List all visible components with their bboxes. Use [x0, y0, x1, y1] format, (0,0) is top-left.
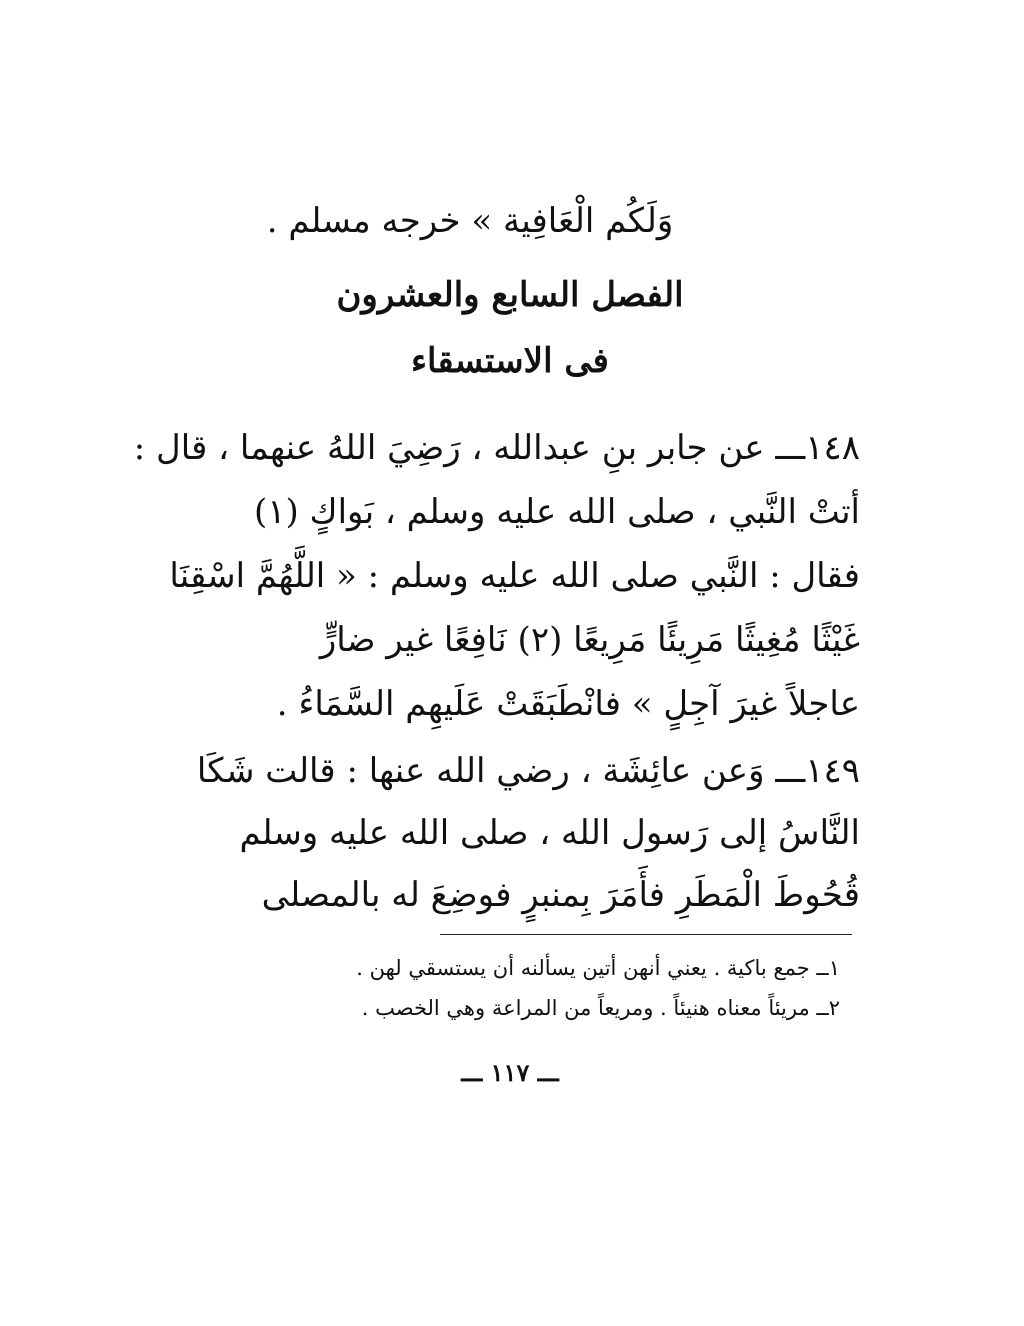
- hadith-148-line-1: ١٤٨ـــ عن جابر بنِ عبدالله ، رَضِيَ اللهُ عنهما ، قال :: [133, 428, 860, 468]
- hadith-149-line-3: قُحُوطَ الْمَطَرِ فأَمَرَ بِمنبرٍ فوضِعَ له بالمصلى: [261, 875, 860, 915]
- hadith-149: [170, 740, 860, 926]
- page-number: ـــ ١١٧ ـــ: [461, 1058, 559, 1087]
- hadith-149-line-1: ١٤٩ـــ وَعن عائِشَة ، رضي الله عنها : قالت شَكَا: [196, 751, 860, 791]
- footnote-divider: [440, 934, 852, 935]
- chapter-title: الفصل السابع والعشرون: [336, 275, 684, 315]
- footnote-1: ١ــ جمع باكية . يعني أنهن أتين يسألنه أن يستسقي لهن .: [356, 956, 840, 980]
- hadith-148-line-4: غَيْثًا مُغِيثًا مَرِيئًا مَرِيعًا (٢) نَافِعًا غير ضارٍّ: [319, 620, 860, 660]
- hadith-148-line-5: عاجلاً غيرَ آجِلٍ » فانْطَبَقَتْ عَلَيهِم السَّمَاءُ .: [276, 684, 860, 724]
- chapter-subtitle: فى الاستسقاء: [411, 341, 609, 381]
- footnote-2: ٢ــ مريئاً معناه هنيئاً . ومريعاً من المراعة وهي الخصب .: [361, 996, 840, 1020]
- hadith-149-line-2: النَّاسُ إلى رَسول الله ، صلى الله عليه وسلم: [239, 813, 860, 853]
- footnotes: [240, 948, 840, 1028]
- hadith-148: [133, 416, 860, 736]
- hadith-148-line-2: أتتْ النَّبي ، صلى الله عليه وسلم ، بَواكٍ (١): [253, 492, 860, 532]
- hadith-148-line-3: فقال : النَّبي صلى الله عليه وسلم : « اللَّهُمَّ اسْقِنَا: [169, 556, 860, 596]
- opening-line: وَلَكُم الْعَافِية » خرجه مسلم .: [266, 201, 674, 241]
